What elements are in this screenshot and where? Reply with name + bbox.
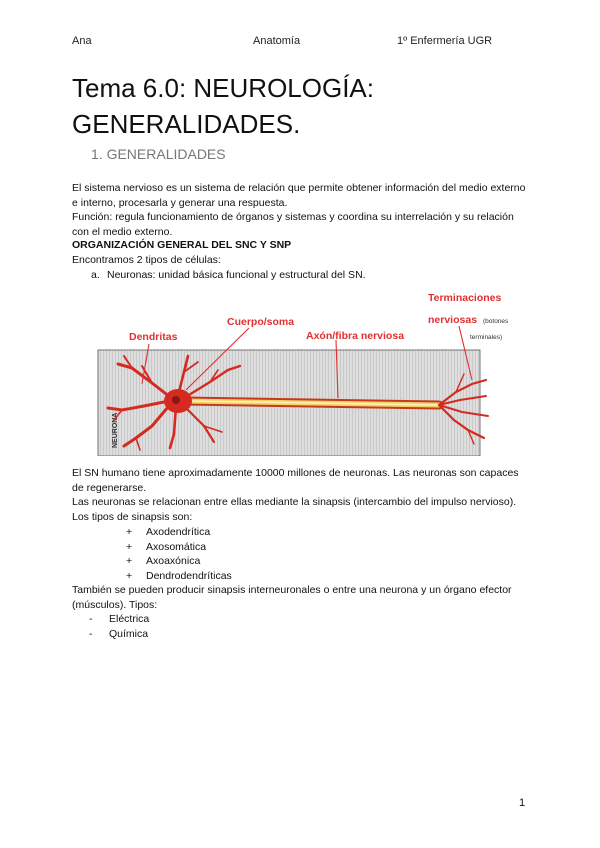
list-item xyxy=(126,555,200,567)
list-item-text: Eléctrica xyxy=(109,613,150,625)
label-dendrites: Dendritas xyxy=(129,331,178,343)
axon xyxy=(184,401,439,405)
dash: - xyxy=(89,628,93,640)
header-author: Ana xyxy=(72,35,92,47)
intro-function: Función: regula funcionamiento de órganos y sistemas y coordina su interrelación y su relación con el medio externo. xyxy=(72,211,514,238)
list-item xyxy=(126,541,206,553)
list-item xyxy=(126,570,232,582)
bullet: + xyxy=(126,526,133,538)
figure-vertical-label: NEURONA xyxy=(112,412,119,448)
bullet: + xyxy=(126,570,133,582)
intro-paragraphs xyxy=(72,181,532,239)
label-terminals-note-1: (botones xyxy=(483,318,509,325)
list-item-text: Axodendrítica xyxy=(146,526,211,538)
list-item-text: Química xyxy=(109,628,149,640)
list-item xyxy=(91,269,366,281)
section-heading: 1. GENERALIDADES xyxy=(91,146,226,162)
label-terminals-note-2: terminales) xyxy=(470,334,503,341)
list-item xyxy=(89,628,148,640)
org-heading: ORGANIZACIÓN GENERAL DEL SNC Y SNP xyxy=(72,239,292,251)
sn-count: El SN humano tiene aproximadamente 10000 millones de neuronas. Las neuronas son capaces de regenerarse. xyxy=(72,467,519,494)
list-item-text: Dendrodendríticas xyxy=(146,570,232,582)
list-item-text: Neuronas: unidad básica funcional y estructural del SN. xyxy=(107,269,366,281)
label-terminals-1: Terminaciones xyxy=(428,292,502,304)
list-item xyxy=(126,526,210,538)
also-paragraph: También se pueden producir sinapsis interneuronales o entre una neurona y un órgano efector (músculos). Tipos: xyxy=(72,584,512,611)
bullet: + xyxy=(126,541,133,553)
dash: - xyxy=(89,613,93,625)
list-marker: a. xyxy=(91,269,100,281)
sn-paragraphs xyxy=(72,466,532,524)
header-course: 1º Enfermería UGR xyxy=(397,35,493,47)
page-title: Tema 6.0: NEUROLOGÍA: GENERALIDADES. xyxy=(72,73,374,139)
cells-intro: Encontramos 2 tipos de células: xyxy=(72,254,221,266)
list-item xyxy=(89,613,149,625)
label-terminals-2: nerviosas xyxy=(428,314,478,326)
intro-definition: El sistema nervioso es un sistema de relación que permite obtener información del medio externo e interno, procesarla y generar una respuesta. xyxy=(72,182,526,209)
label-axon: Axón/fibra nerviosa xyxy=(306,330,405,342)
label-soma: Cuerpo/soma xyxy=(227,316,295,328)
neuron-figure xyxy=(94,288,534,456)
bullet: + xyxy=(126,555,133,567)
page-number: 1 xyxy=(519,797,526,809)
list-item-text: Axosomática xyxy=(146,541,207,553)
soma xyxy=(164,389,192,413)
sn-synapse: Las neuronas se relacionan entre ellas mediante la sinapsis (intercambio del impulso nervioso). Los tipos de sinapsis son: xyxy=(72,496,517,523)
header-subject: Anatomía xyxy=(253,35,301,47)
list-item-text: Axoaxónica xyxy=(146,555,201,567)
